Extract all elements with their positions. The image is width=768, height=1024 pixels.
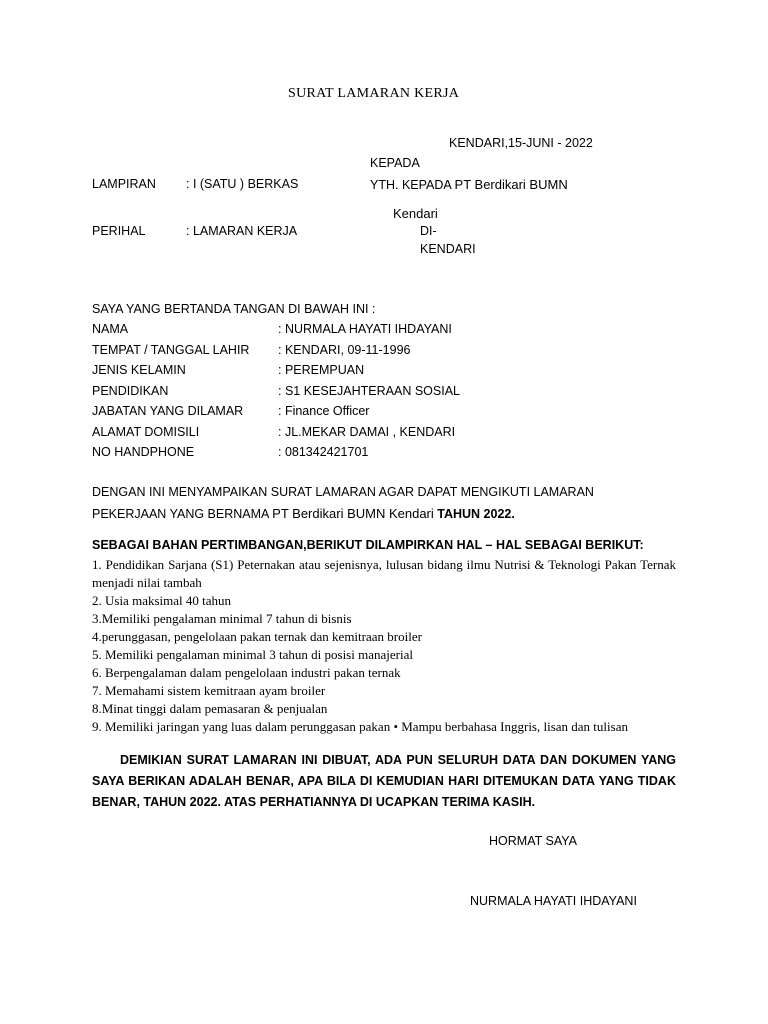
considerations-list [92, 556, 676, 736]
lampiran-label: LAMPIRAN [92, 177, 156, 191]
recipient-kepada: KEPADA [370, 156, 420, 170]
personal-label: NO HANDPHONE [92, 445, 195, 459]
personal-value: : 081342421701 [278, 445, 369, 459]
considerations-heading: SEBAGAI BAHAN PERTIMBANGAN,BERIKUT DILAMPIRKAN HAL – HAL SEBAGAI BERIKUT: [92, 538, 644, 552]
list-item: 6. Berpengalaman dalam pengelolaan industri pakan ternak [92, 665, 401, 680]
personal-label: PENDIDIKAN [92, 384, 169, 398]
list-item: 3.Memiliki pengalaman minimal 7 tahun di bisnis [92, 611, 352, 626]
list-item: 4.perunggasan, pengelolaan pakan ternak dan kemitraan broiler [92, 629, 422, 644]
closing-paragraph: DEMIKIAN SURAT LAMARAN INI DIBUAT, ADA PUN SELURUH DATA DAN DOKUMEN YANG SAYA BERIKAN ADALAH BENAR, APA BILA DI KEMUDIAN HARI DITEMUKAN DATA YANG TIDAK BENAR, TAHUN 2022. ATAS PERHATIANNYA DI UCAPKAN TERIMA KASIH. [92, 753, 676, 809]
list-item: 2. Usia maksimal 40 tahun [92, 593, 232, 608]
list-item: 1. Pendidikan Sarjana (S1) Peternakan atau sejenisnya, lulusan bidang ilmu Nutrisi & Teknologi Pakan Ternak menjadi nilai tambah [92, 557, 676, 590]
personal-label: ALAMAT DOMISILI [92, 425, 200, 439]
recipient-city: Kendari [393, 206, 438, 221]
lampiran-value: : I (SATU ) BERKAS [186, 177, 299, 191]
personal-label: JABATAN YANG DILAMAR [92, 404, 244, 418]
statement-line-2 [92, 506, 515, 521]
list-item: 9. Memiliki jaringan yang luas dalam perunggasan pakan • Mampu berbahasa Inggris, lisan dan tulisan [92, 719, 628, 734]
personal-value: : Finance Officer [278, 404, 370, 418]
personal-value: : S1 KESEJAHTERAAN SOSIAL [278, 384, 461, 398]
recipient-yth [370, 177, 568, 192]
signoff: HORMAT SAYA [489, 834, 577, 848]
statement-prefix: PEKERJAAN YANG BERNAMA [92, 507, 269, 521]
statement-line-1: DENGAN INI MENYAMPAIKAN SURAT LAMARAN AGAR DAPAT MENGIKUTI LAMARAN [92, 485, 594, 499]
statement-suffix: TAHUN 2022. [437, 507, 515, 521]
perihal-value: : LAMARAN KERJA [186, 224, 298, 238]
recipient-company: PT Berdikari BUMN [454, 177, 568, 192]
list-item: 8.Minat tinggi dalam pemasaran & penjualan [92, 701, 328, 716]
letter-date: KENDARI,15-JUNI - 2022 [449, 136, 593, 150]
statement-company: PT Berdikari BUMN Kendari [272, 506, 434, 521]
personal-label: NAMA [92, 322, 129, 336]
list-item: 7. Memahami sistem kemitraan ayam broiler [92, 683, 326, 698]
letter-title: SURAT LAMARAN KERJA [288, 86, 460, 101]
personal-value: : PEREMPUAN [278, 363, 365, 377]
perihal-label: PERIHAL [92, 224, 146, 238]
intro-line: SAYA YANG BERTANDA TANGAN DI BAWAH INI : [92, 302, 376, 316]
recipient-di-city: KENDARI [420, 242, 476, 256]
personal-value: : NURMALA HAYATI IHDAYANI [278, 322, 452, 336]
personal-label: TEMPAT / TANGGAL LAHIR [92, 343, 250, 357]
recipient-yth-prefix: YTH. KEPADA [370, 178, 452, 192]
personal-value: : KENDARI, 09-11-1996 [278, 343, 411, 357]
signer-name: NURMALA HAYATI IHDAYANI [470, 894, 637, 908]
recipient-di: DI- [420, 224, 437, 238]
list-item: 5. Memiliki pengalaman minimal 3 tahun di posisi manajerial [92, 647, 413, 662]
personal-label: JENIS KELAMIN [92, 363, 186, 377]
personal-value: : JL.MEKAR DAMAI , KENDARI [278, 425, 456, 439]
